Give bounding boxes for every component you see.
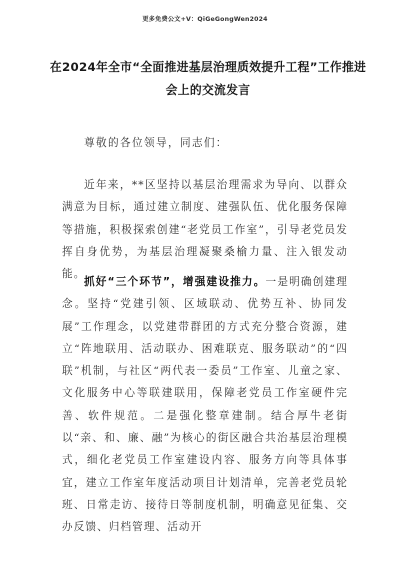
header-note: 更多免费公文+V：QiGeGongWen2024 [142, 16, 268, 23]
document-title: 在2024年全市“全面推进基层治理质效提升工程”工作推进会上的交流发言 [49, 60, 367, 97]
paragraph-lead: 抓好“三个环节”，增强建设推力。 [84, 276, 266, 288]
paragraph-text: 近年来，**区坚持以基层治理需求为导向、以群众满意为目标，通过建立制度、建强队伍、优化服务保障等措施，积极探索创建“老党员工作室”，引导老党员发挥自身优势，为基层治理凝聚桑榆力量、注入银发动能。 [62, 179, 348, 281]
paragraph-intro [62, 174, 348, 285]
salutation: 尊敬的各位领导，同志们： [84, 137, 228, 149]
paragraph-text: 一是明确创建理念。坚持“党建引领、区域联动、优势互补、协同发展”工作理念，以党建带群团的方式充分整合资源，建立“阵地联用、活动联办、困难联克、服务联动”的“四联”机制，与社区“两代表一委员”工作室、儿童之家、文化服务中心等联建联用，保障老党员工作室硬件完善、软件规范。二是强化整章建制。结合厚牛老街以“亲、和、廉、融”为核心的街区融合共治基层治理模式，细化老党员工作室建设内容、服务方向等具体事宜，建立工作室年度活动项目计划清单，完善老党员轮班、日常走访、接待日等制度机制，明确意见征集、交办反馈、归档管理、活动开 [62, 276, 348, 534]
paragraph-section-one [62, 271, 348, 539]
